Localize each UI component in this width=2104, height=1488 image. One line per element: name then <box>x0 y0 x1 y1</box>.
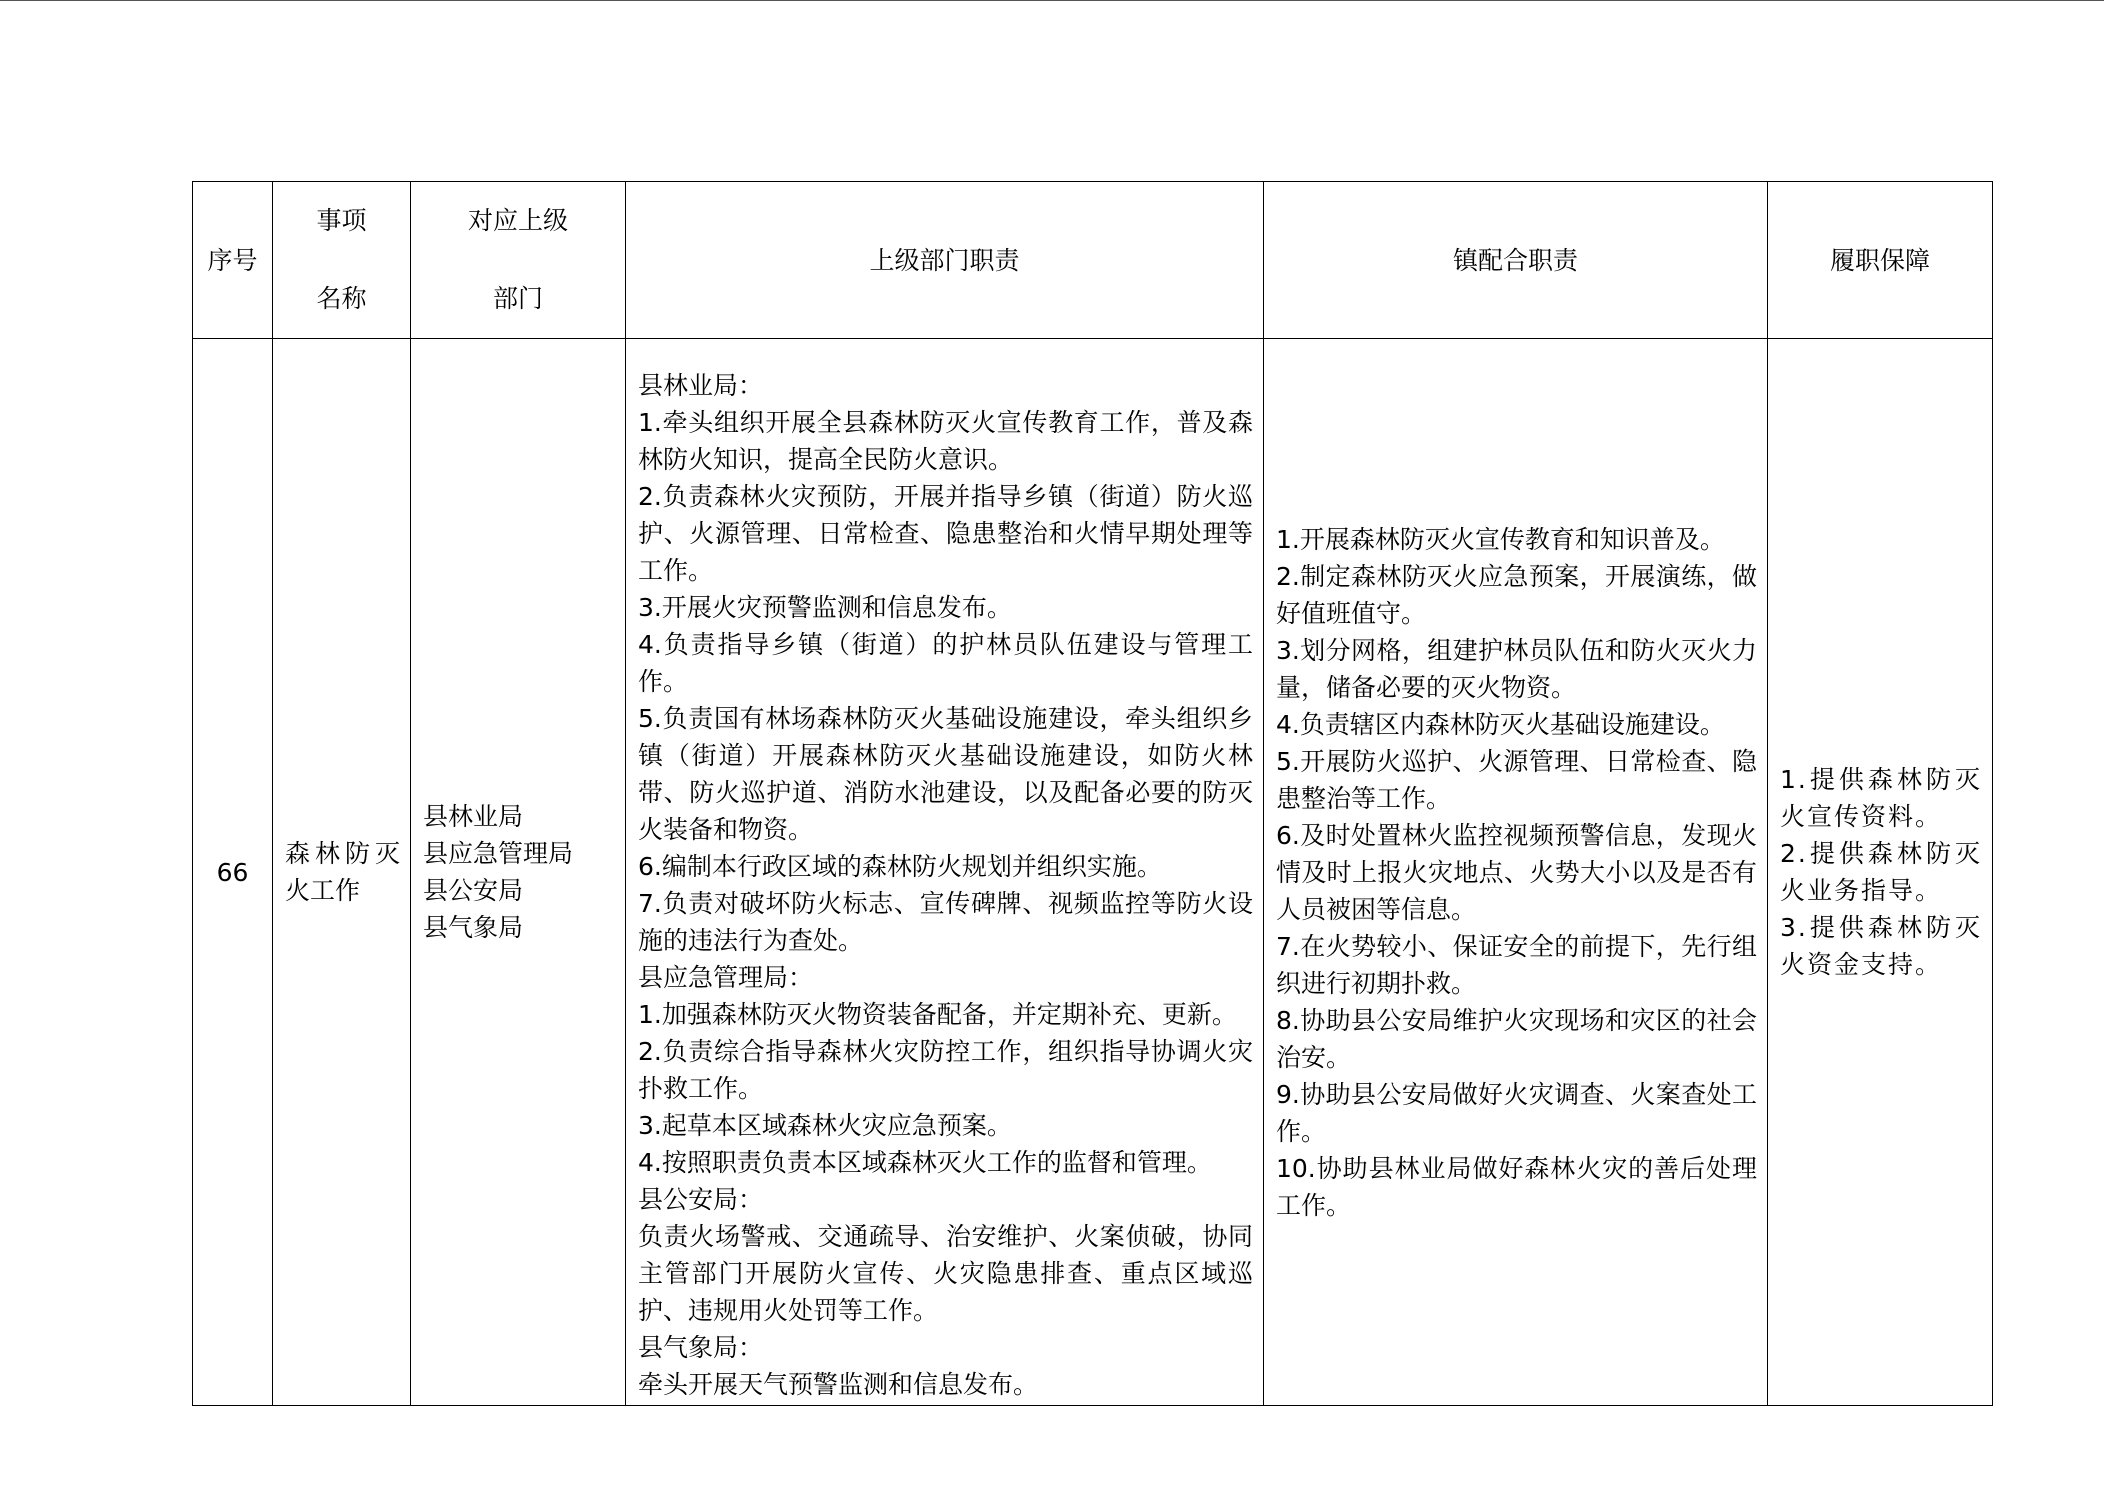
cell-guarantees <box>1768 339 1993 1406</box>
upper-duty-item: 县公安局： <box>638 1185 764 1214</box>
table-row <box>193 339 1993 1406</box>
header-town-duty-label: 镇配合职责 <box>1452 245 1578 275</box>
cell-upper-duties <box>626 339 1264 1406</box>
guarantee-item: 2.提供森林防灭火业务指导。 <box>1780 839 1982 905</box>
header-seq-label: 序号 <box>207 245 258 275</box>
town-duty-item: 9.协助县公安局做好火灾调查、火案查处工作。 <box>1276 1079 1757 1146</box>
town-duty-item: 7.在火势较小、保证安全的前提下，先行组织进行初期扑救。 <box>1276 931 1757 998</box>
upper-duty-item: 县应急管理局： <box>638 963 814 992</box>
header-town-duty <box>1264 182 1768 339</box>
header-guarantee-label: 履职保障 <box>1829 245 1930 275</box>
upper-duty-item: 县气象局： <box>638 1333 764 1362</box>
upper-duty-item: 2.负责森林火灾预防，开展并指导乡镇（街道）防火巡护、火源管理、日常检查、隐患整治和火情早期处理等工作。 <box>638 482 1253 585</box>
header-department <box>411 182 626 339</box>
header-item-name-line1: 事项 <box>316 206 367 235</box>
page-top-border <box>0 0 2104 1</box>
town-duty-item: 3.划分网格，组建护林员队伍和防火灭火力量，储备必要的灭火物资。 <box>1276 635 1757 702</box>
header-item-name-line2: 名称 <box>316 284 367 313</box>
cell-seq: 66 <box>193 339 273 1406</box>
upper-duty-item: 3.开展火灾预警监测和信息发布。 <box>638 593 1012 622</box>
header-item-name <box>273 182 411 339</box>
town-duty-item: 2.制定森林防灭火应急预案，开展演练，做好值班值守。 <box>1276 561 1757 628</box>
header-department-line1: 对应上级 <box>467 206 568 235</box>
cell-item-name <box>273 339 411 1406</box>
cell-departments <box>411 339 626 1406</box>
upper-duty-item: 5.负责国有林场森林防灭火基础设施建设，牵头组织乡镇（街道）开展森林防灭火基础设施建设，如防火林带、防火巡护道、消防水池建设，以及配备必要的防灭火装备和物资。 <box>638 704 1253 844</box>
duty-table <box>192 181 1993 1406</box>
item-name-text: 森林防灭火工作 <box>285 839 400 905</box>
upper-duty-item: 县林业局： <box>638 371 764 400</box>
town-duty-item: 8.协助县公安局维护火灾现场和灾区的社会治安。 <box>1276 1005 1757 1072</box>
guarantee-item: 1.提供森林防灭火宣传资料。 <box>1780 765 1982 831</box>
header-guarantee <box>1768 182 1993 339</box>
upper-duty-item: 1.牵头组织开展全县森林防灭火宣传教育工作，普及森林防火知识，提高全民防火意识。 <box>638 408 1253 474</box>
header-upper-duty <box>626 182 1264 339</box>
upper-duty-item: 3.起草本区域森林火灾应急预案。 <box>638 1111 1012 1140</box>
department-item: 县应急管理局 <box>423 839 574 868</box>
header-department-line2: 部门 <box>492 284 543 313</box>
cell-town-duties <box>1264 339 1768 1406</box>
town-duty-item: 4.负责辖区内森林防灭火基础设施建设。 <box>1276 709 1725 739</box>
town-duty-item: 1.开展森林防灭火宣传教育和知识普及。 <box>1276 524 1725 554</box>
upper-duty-item: 1.加强森林防灭火物资装备配备，并定期补充、更新。 <box>638 1000 1237 1029</box>
department-item: 县公安局 <box>423 876 524 905</box>
upper-duty-item: 4.负责指导乡镇（街道）的护林员队伍建设与管理工作。 <box>638 630 1253 696</box>
guarantee-item: 3.提供森林防灭火资金支持。 <box>1780 913 1982 979</box>
upper-duty-item: 6.编制本行政区域的森林防火规划并组织实施。 <box>638 852 1162 881</box>
upper-duty-item: 2.负责综合指导森林火灾防控工作，组织指导协调火灾扑救工作。 <box>638 1037 1253 1103</box>
upper-duty-item: 牵头开展天气预警监测和信息发布。 <box>638 1370 1039 1399</box>
town-duty-item: 10.协助县林业局做好森林火灾的善后处理工作。 <box>1276 1153 1757 1220</box>
town-duty-item: 5.开展防火巡护、火源管理、日常检查、隐患整治等工作。 <box>1276 746 1757 813</box>
upper-duty-item: 4.按照职责负责本区域森林灭火工作的监督和管理。 <box>638 1148 1212 1177</box>
department-item: 县气象局 <box>423 913 524 942</box>
department-item: 县林业局 <box>423 802 524 831</box>
header-seq <box>193 182 273 339</box>
town-duty-item: 6.及时处置林火监控视频预警信息，发现火情及时上报火灾地点、火势大小以及是否有人员被困等信息。 <box>1276 820 1757 924</box>
upper-duty-item: 7.负责对破坏防火标志、宣传碑牌、视频监控等防火设施的违法行为查处。 <box>638 889 1253 955</box>
header-upper-duty-label: 上级部门职责 <box>869 245 1020 275</box>
upper-duty-item: 负责火场警戒、交通疏导、治安维护、火案侦破，协同主管部门开展防火宣传、火灾隐患排查、重点区域巡护、违规用火处罚等工作。 <box>638 1222 1253 1325</box>
table-header-row <box>193 182 1993 339</box>
